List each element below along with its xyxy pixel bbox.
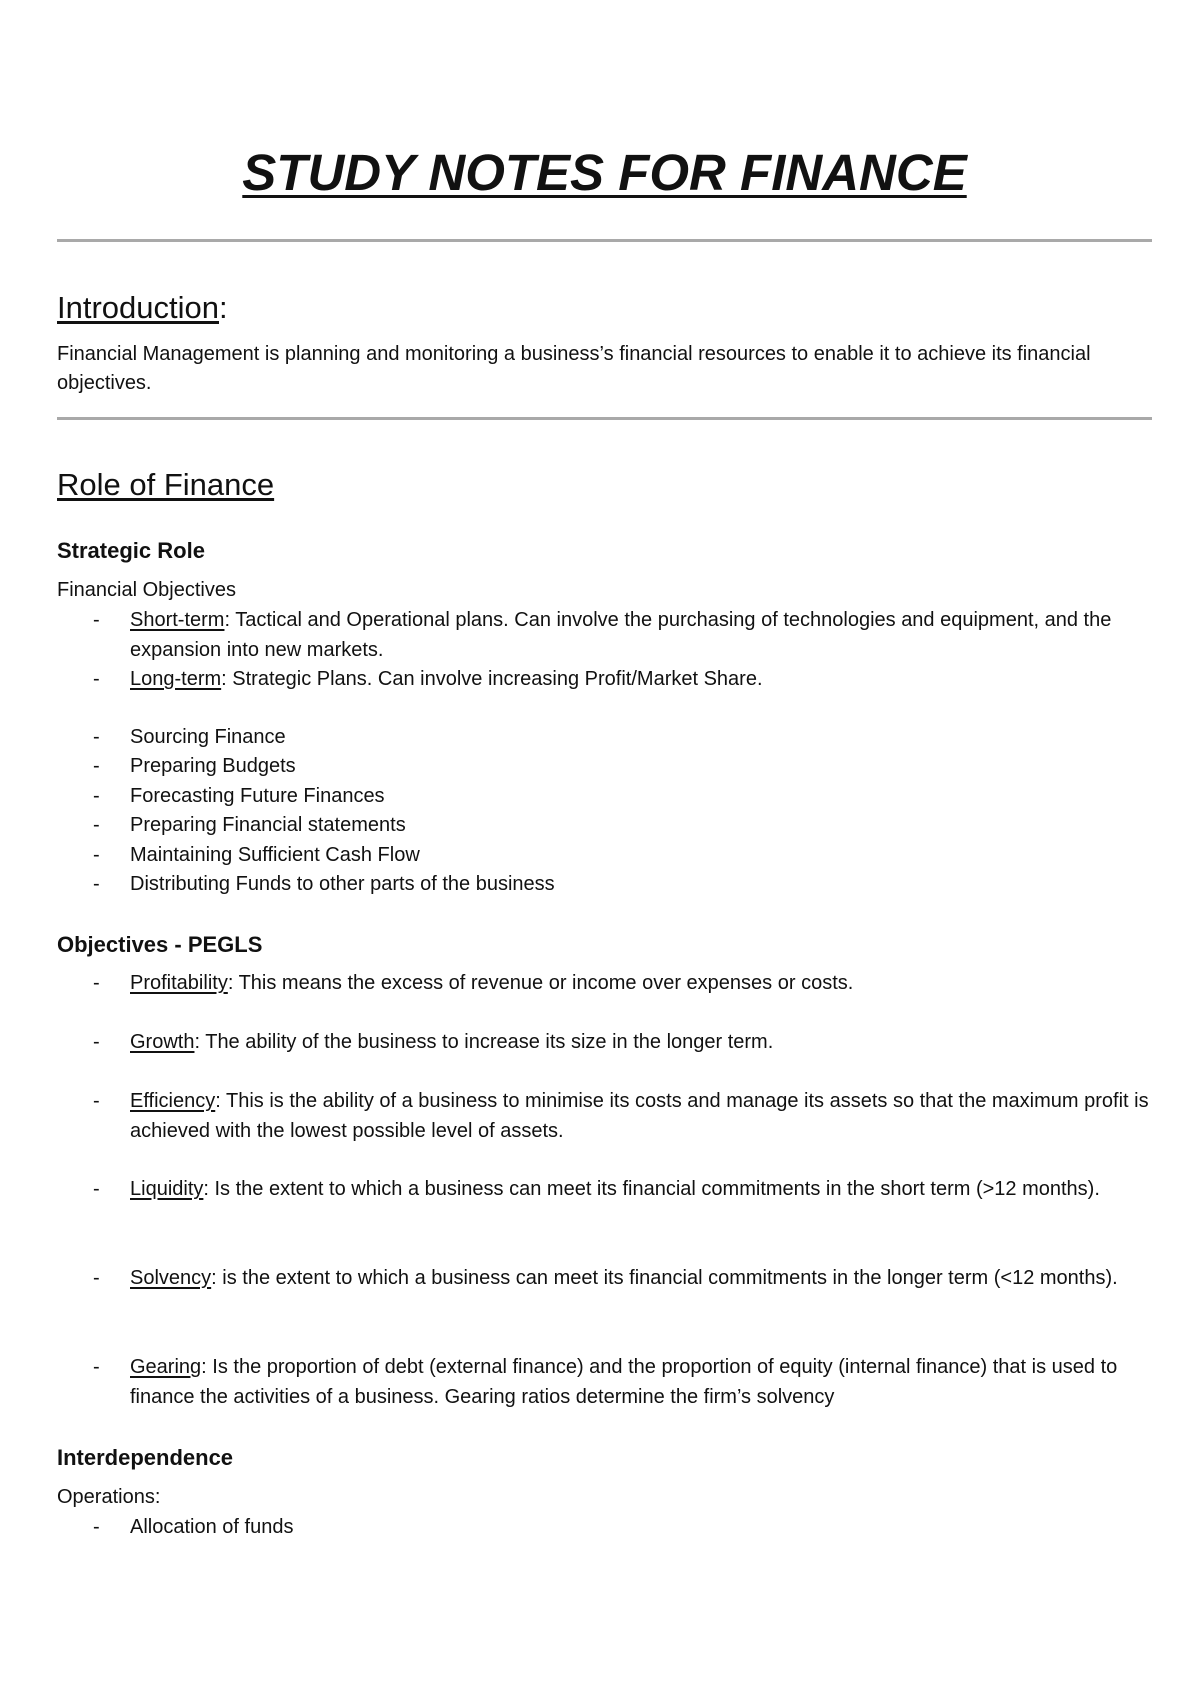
operations-label: Operations: — [57, 1486, 161, 1508]
definition: : This is the ability of a business to minimise its costs and manage its assets so that the maximum profit is achieved with the lowest possible level of assets. — [130, 1090, 1149, 1142]
definition: : Tactical and Operational plans. Can involve the purchasing of technologies and equipment, and the expansion into new markets. — [130, 609, 1112, 661]
bullet-dash: - — [93, 1031, 100, 1053]
term: Long-term — [130, 668, 222, 690]
definition: : Strategic Plans. Can involve increasing Profit/Market Share. — [221, 668, 763, 690]
bullet-dash: - — [93, 972, 100, 994]
list-item-text — [130, 1028, 1150, 1058]
definition: : This means the excess of revenue or income over expenses or costs. — [227, 972, 854, 994]
definition: : The ability of the business to increase its size in the longer term. — [194, 1031, 774, 1053]
bullet-dash: - — [93, 668, 100, 690]
bullet-dash: - — [93, 1090, 100, 1112]
objectives-heading: Objectives - PEGLS — [57, 932, 263, 957]
list-item-text: Distributing Funds to other parts of the business — [130, 873, 555, 895]
list-item-text — [130, 969, 1150, 999]
bullet-dash: - — [93, 1178, 100, 1200]
list-item-text — [130, 606, 1150, 665]
bullet-dash: - — [93, 609, 100, 631]
bullet-dash: - — [93, 785, 100, 807]
term: Efficiency — [130, 1090, 216, 1112]
intro-paragraph: Financial Management is planning and monitoring a business’s financial resources to enable it to achieve its financial objectives. — [57, 343, 1091, 394]
list-item-text: Forecasting Future Finances — [130, 785, 385, 807]
intro-heading-colon: : — [219, 290, 228, 325]
list-item-text — [130, 1353, 1150, 1412]
bullet-dash: - — [93, 726, 100, 748]
page-title — [57, 143, 1152, 203]
bullet-dash: - — [93, 1356, 100, 1378]
bullet-dash: - — [93, 814, 100, 836]
term: Solvency — [130, 1267, 212, 1289]
definition: : Is the extent to which a business can meet its financial commitments in the short term (>12 months). — [203, 1178, 1100, 1200]
bullet-dash: - — [93, 1516, 100, 1538]
role-heading — [57, 467, 274, 503]
role-heading-text: Role of Finance — [57, 467, 275, 502]
bullet-dash: - — [93, 844, 100, 866]
term: Gearing — [130, 1356, 202, 1378]
list-item-text: Allocation of funds — [130, 1516, 294, 1538]
term: Short-term — [130, 609, 225, 631]
divider — [57, 417, 1152, 420]
term: Liquidity — [130, 1178, 204, 1200]
divider — [57, 239, 1152, 242]
list-item-text — [130, 1087, 1150, 1146]
list-item-text: Preparing Financial statements — [130, 814, 406, 836]
intro-heading-text: Introduction — [57, 290, 219, 325]
list-item-text — [130, 1264, 1150, 1294]
list-item-text — [130, 665, 1150, 695]
intro-heading — [57, 290, 228, 326]
bullet-dash: - — [93, 873, 100, 895]
term: Growth — [130, 1031, 195, 1053]
list-item-text: Sourcing Finance — [130, 726, 286, 748]
term: Profitability — [130, 972, 228, 994]
definition: : is the extent to which a business can meet its financial commitments in the longer term (<12 months). — [211, 1267, 1118, 1289]
list-item-text: Preparing Budgets — [130, 755, 296, 777]
bullet-dash: - — [93, 1267, 100, 1289]
strategic-role-heading: Strategic Role — [57, 538, 205, 563]
financial-objectives-label: Financial Objectives — [57, 579, 236, 601]
definition: : Is the proportion of debt (external finance) and the proportion of equity (internal finance) that is used to finance the activities of a business. Gearing ratios determine the firm’s solvency — [130, 1356, 1118, 1408]
list-item-text: Maintaining Sufficient Cash Flow — [130, 844, 420, 866]
list-item-text — [130, 1175, 1150, 1205]
page-title-text: STUDY NOTES FOR FINANCE — [242, 144, 967, 201]
interdependence-heading: Interdependence — [57, 1445, 234, 1470]
bullet-dash: - — [93, 755, 100, 777]
